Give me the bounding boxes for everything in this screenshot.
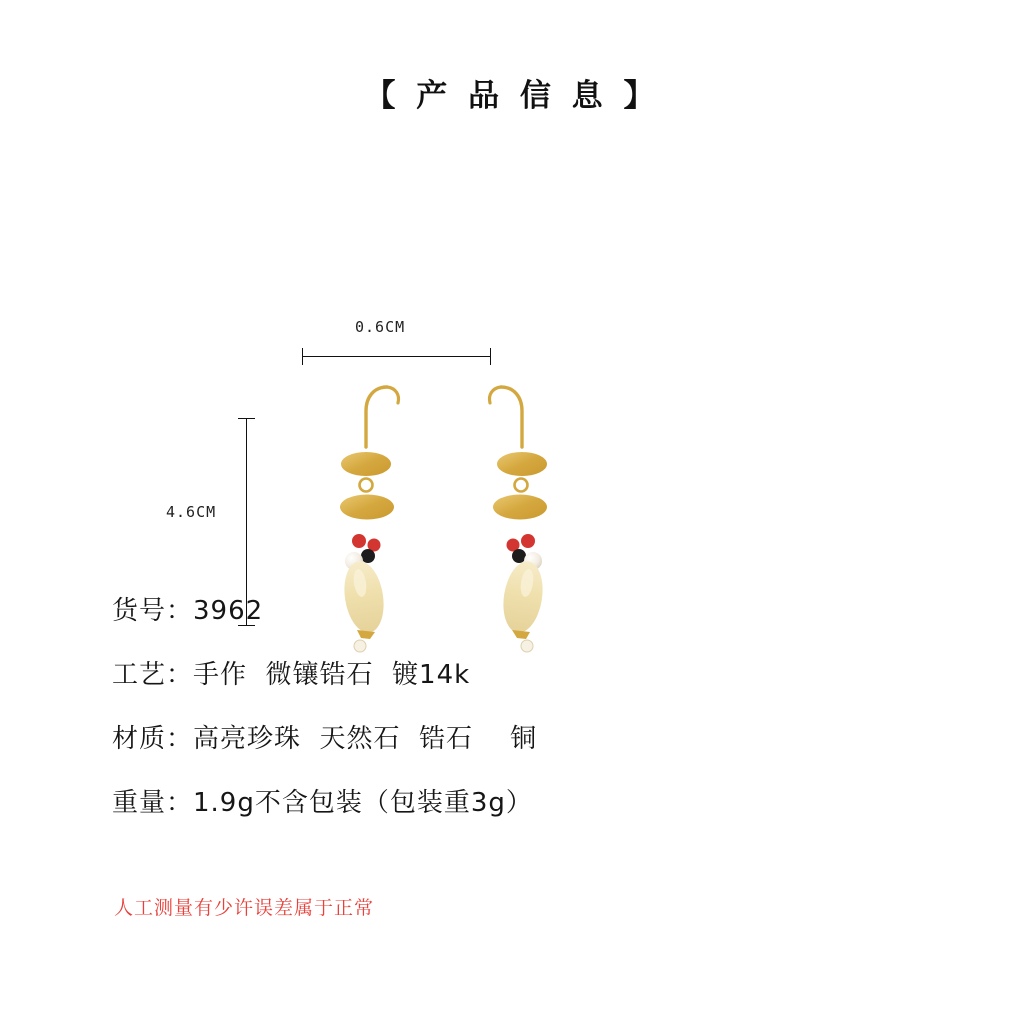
spec-item-code: 货号：3962 <box>112 596 264 626</box>
height-dimension-line <box>246 418 247 625</box>
page-title: 【 产 品 信 息 】 <box>364 78 660 114</box>
spec-item-material: 材质：高亮珍珠 天然石 锆石 铜 <box>112 724 538 754</box>
spec-item-weight: 重量：1.9g不含包装（包装重3g） <box>112 788 533 818</box>
width-dimension-cap-left <box>302 348 303 365</box>
product-spec-list <box>112 598 932 854</box>
width-dimension-cap-right <box>490 348 491 365</box>
spec-item-craft: 工艺：手作 微镶锆石 镀14k <box>112 660 471 690</box>
height-dimension-label: 4.6CM <box>166 503 217 521</box>
measurement-disclaimer: 人工测量有少许误差属于正常 <box>114 897 375 919</box>
height-dimension-cap-top <box>238 418 255 419</box>
product-photo-area <box>0 150 1024 570</box>
width-dimension-label: 0.6CM <box>355 318 406 336</box>
width-dimension-line <box>302 356 490 357</box>
